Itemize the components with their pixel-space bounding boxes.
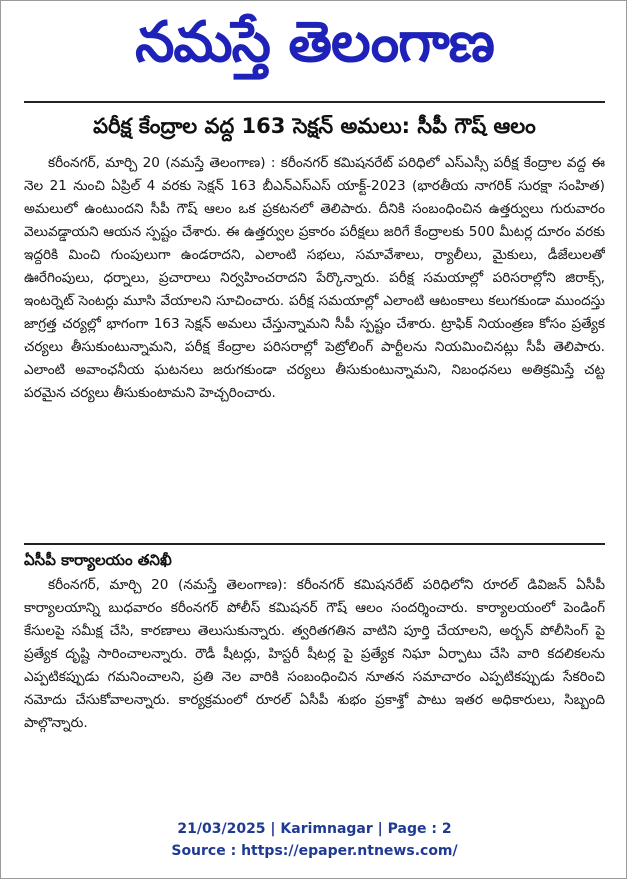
footer-dateline: 21/03/2025 | Karimnagar | Page : 2	[177, 821, 452, 837]
footer-source-link[interactable]: Source : https://epaper.ntnews.com/	[171, 843, 458, 859]
masthead-divider	[24, 101, 605, 103]
article-body-second: కరీంనగర్, మార్చి 20 (నమస్తే తెలంగాణ): కరీంనగర్ కమిషనరేట్ పరిధిలోని రూరల్ డివిజన్ ఏసీపీ కార్యాలయాన్ని బుధవారం కరీంనగర్ పోలీస్ కమిషనర్ గౌష్ ఆలం సందర్శించారు. కార్యాలయంలో పెండింగ్ కేసులపై సమీక్ష చేసి, కారణాలు తెలుసుకున్నారు. త్వరితగతిన వాటిని పూర్తి చేయాలని, అర్బన్ పోలీసింగ్ పై ప్రత్యేక దృష్టి సారించాలన్నారు. రౌడీ షీటర్లు, హిస్టరీ షీటర్ల పై ప్రత్యేక నిఘా ఏర్పాటు చేసి వారి కదలికలను ఎప్పటికప్పుడు గమనించాలని, ప్రతి నెల వారికి సంబంధించిన నూతన సమాచారం ఎప్పటికప్పుడు సేకరించి నమోదు చేసుకోవాలన్నారు. కార్యక్రమంలో రూరల్ ఏసీపీ శుభం ప్రకాశ్తో పాటు ఇతర అధికారులు, సిబ్బంది పాల్గొన్నారు.	[24, 577, 605, 731]
article-subheading: ఏసీపీ కార్యాలయం తనిఖీ	[24, 543, 605, 573]
article-body: కరీంనగర్, మార్చి 20 (నమస్తే తెలంగాణ) : కరీంనగర్ కమిషనరేట్ పరిధిలో ఎస్ఎస్సీ పరీక్ష కేంద్రాల వద్ద ఈ నెల 21 నుంచి ఏప్రిల్ 4 వరకు సెక్షన్ 163 బీఎన్ఎస్ఎస్ యాక్ట్-2023 (భారతీయ నాగరిక్ సురక్షా సంహిత) అమలులో ఉంటుందని సీపీ గౌష్ ఆలం ఒక ప్రకటనలో తెలిపారు. దీనికి సంబంధించిన ఉత్తర్వులు గురువారం వెలువడ్డాయని ఆయన స్పష్టం చేశారు. ఈ ఉత్తర్వుల ప్రకారం పరీక్షలు జరిగే కేంద్రాలకు 500 మీటర్ల దూరం వరకు ఇద్దరికి మించి గుంపులుగా ఉండరాదని, ఎలాంటి సభలు, సమావేశాలు, ర్యాలీలు, మైకులు, డీజేలులతో ఊరేగింపులు, ధర్నాలు, ప్రచారాలు నిర్వహించరాదని పేర్కొన్నారు. పరీక్ష సమయాల్లో పరిసరాల్లోని జిరాక్స్, ఇంటర్నెట్ సెంటర్లు మూసి వేయాలని సూచించారు. పరీక్ష సమయాల్లో ఎలాంటి ఆటంకాలు కలుగకుండా ముందస్తు జాగ్రత్త చర్యల్లో భాగంగా 163 సెక్షన్ అమలు చేస్తున్నామని సీపీ స్పష్టం చేశారు. ట్రాఫిక్ నియంత్రణ కోసం ప్రత్యేక చర్యలు తీసుకుంటున్నామని, పరీక్ష కేంద్రాల పరిసరాల్లో పెట్రోలింగ్ పార్టీలను నియమించినట్లు సీపీ తెలిపారు. ఎలాంటి అవాంఛనీయ ఘటనలు జరుగకుండా చర్యలు తీసుకుంటున్నామని, నిబంధనలు అతిక్రమిస్తే చట్ట పరమైన చర్యలు తీసుకుంటామని హెచ్చరించారు.	[24, 155, 605, 401]
newspaper-masthead: నమస్తే తెలంగాణ	[135, 10, 494, 75]
article-headline: పరీక్ష కేంద్రాల వద్ద 163 సెక్షన్ అమలు: సీపీ గౌష్ ఆలం	[93, 114, 536, 138]
